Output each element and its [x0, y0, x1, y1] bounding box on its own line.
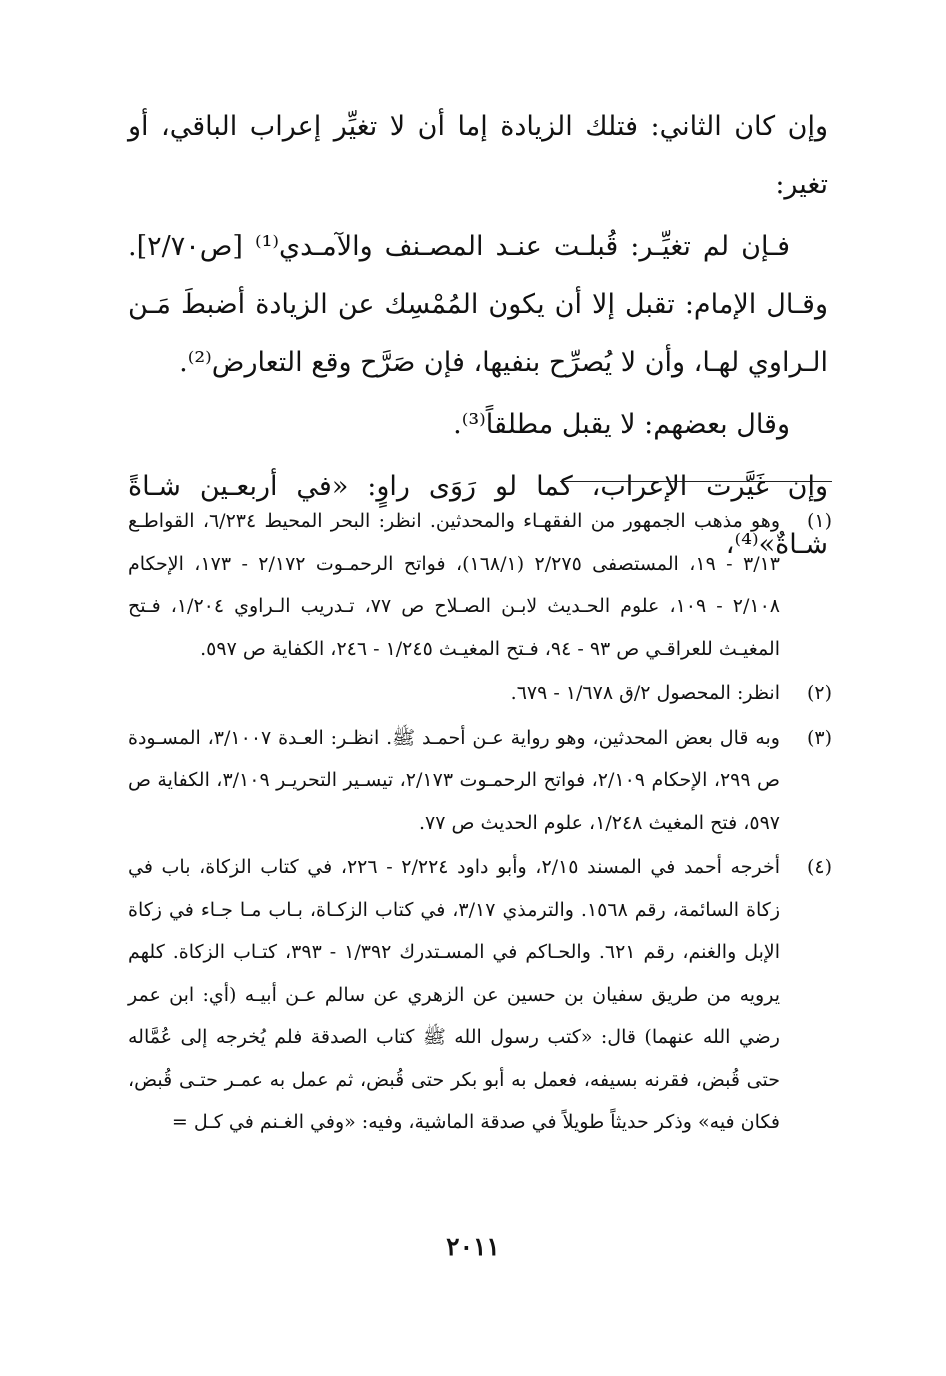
main-paragraph-2: فـإن لم تغيِّـر: قُبلـت عنـد المصـنف والآمـدي⁽¹⁾ [ص٢/٧٠]. وقـال الإمام: تقبل إلا أن يكون المُمْسِك عن الزيادة أضبطَ مَـن الـراوي لهـا، وأن لا يُصرِّح بنفيها، فإن صَرَّح وقع التعارض⁽²⁾.	[128, 231, 828, 378]
page-number: ٢٠١١	[446, 1232, 500, 1261]
main-paragraph-3: وقال بعضهم: لا يقبل مطلقاً⁽³⁾.	[453, 409, 790, 440]
footnote-number: (٢)	[806, 682, 832, 704]
footnote-text: انظر: المحصول ٢/ق ١/٦٧٨ - ٦٧٩.	[510, 682, 780, 704]
footnote-3	[128, 717, 832, 845]
footnote-number: (٣)	[806, 726, 832, 749]
footnote-4	[128, 846, 832, 1144]
main-paragraph-4: وإن غَيَّرت الإعراب، كما لو رَوَى راوٍ: «في أربعـين شـاةً شـاةٌ»⁽⁴⁾،	[128, 471, 828, 560]
main-paragraph-1: وإن كان الثاني: فتلك الزيادة إما أن لا تغيِّر إعراب الباقي، أو تغير:	[128, 111, 828, 200]
footnote-2	[128, 672, 832, 715]
footnotes	[128, 500, 832, 1146]
footnote-number: (٤)	[806, 856, 832, 878]
footnote-text: وبه قال بعض المحدثين، وهو رواية عـن أحمـد ﷺ. انظـر: العـدة ٣/١٠٠٧، المسـودة ص ٢٩٩، الإحكام ٢/١٠٩، فواتح الرحمـوت ٢/١٧٣، تيسـير التحريـر ٣/١٠٩، الكفاية ص ٥٩٧، فتح المغيث ١/٢٤٨، علوم الحديث ص ٧٧.	[128, 726, 780, 834]
footnote-text: أخرجه أحمد في المسند ٢/١٥، وأبو داود ٢/٢٢٤ - ٢٢٦، في كتاب الزكاة، باب في زكاة السائمة، رقم ١٥٦٨. والترمذي ٣/١٧، في كتاب الزكـاة، بـاب مـا جـاء في زكاة الإبل والغنم، رقم ٦٢١. والحـاكم في المسـتدرك ١/٣٩٢ - ٣٩٣، كتـاب الزكاة. كلهم يرويه من طريق سفيان بن حسين عن الزهري عن سالم عـن أبيـه (أي: ابن عمر رضي الله عنهما) قال: «كتب رسول الله ﷺ كتاب الصدقة فلم يُخرجه إلى عُمَّاله حتى قُبض، فقرنه بسيفه، فعمل به أبو بكر حتى قُبض، ثم عمل به عمـر حتـى قُبض، فكان فيه» وذكر حديثاً طويلاً في صدقة الماشية، وفيه: «وفي الغـنم في كـل =	[128, 856, 781, 1133]
footnote-1	[128, 500, 832, 670]
footnote-divider	[560, 481, 832, 482]
footnote-number: (١)	[806, 510, 832, 532]
footnote-text: وهو مذهب الجمهور من الفقهـاء والمحدثين. انظر: البحر المحيط ٦/٢٣٤، القواطـع ٣/١٣ - ١٩، المستصفى ٢/٢٧٥ (١٦٨/١)، فواتح الرحمـوت ٢/١٧٢ - ١٧٣، الإحكام ٢/١٠٨ - ١٠٩، علوم الحـديث لابـن الصـلاح ص ٧٧، تـدريب الـراوي ١/٢٠٤، فـتح المغيـث للعراقـي ص ٩٣ - ٩٤، فـتح المغيـث ١/٢٤٥ - ٢٤٦، الكفاية ص ٥٩٧.	[128, 510, 781, 660]
